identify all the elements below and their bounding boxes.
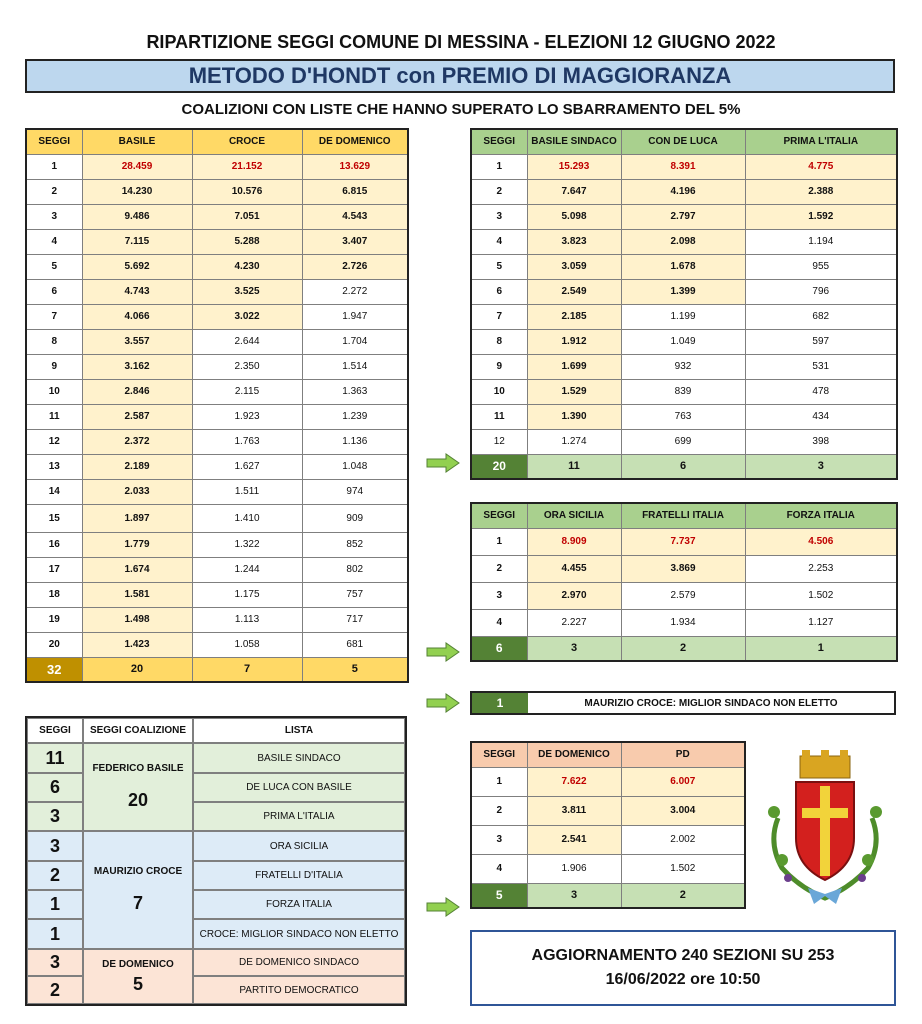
- column-header: SEGGI: [471, 503, 527, 528]
- seat-number: 12: [471, 429, 527, 454]
- quotient-cell: 1.763: [192, 429, 302, 454]
- table-row: [26, 354, 408, 379]
- quotient-cell: 2.549: [527, 279, 621, 304]
- quotient-cell: 4.543: [302, 204, 408, 229]
- seat-number: 16: [26, 532, 82, 557]
- croce-lists-table: [470, 502, 898, 662]
- list-seats-total: 3: [527, 636, 621, 661]
- seat-number: 3: [471, 582, 527, 609]
- total-seats: 6: [471, 636, 527, 661]
- quotient-cell: 5.692: [82, 254, 192, 279]
- update-box: [470, 930, 896, 1006]
- coalition-seats: 20: [127, 790, 149, 810]
- quotient-cell: 1.058: [192, 632, 302, 657]
- quotient-cell: 1.194: [745, 229, 897, 254]
- seat-number: 11: [26, 404, 82, 429]
- seat-number: 10: [471, 379, 527, 404]
- list-seats: 1: [27, 919, 83, 949]
- quotient-cell: 1.511: [192, 479, 302, 504]
- table-row: [471, 555, 897, 582]
- coalition-seats: 5: [132, 973, 143, 994]
- seat-number: 4: [471, 854, 527, 883]
- quotient-cell: 974: [302, 479, 408, 504]
- quotient-cell: 1.049: [621, 329, 745, 354]
- quotient-cell: 1.779: [82, 532, 192, 557]
- list-seats: 2: [27, 976, 83, 1004]
- table-row: [26, 204, 408, 229]
- quotient-cell: 1.502: [745, 582, 897, 609]
- quotient-cell: 1.674: [82, 557, 192, 582]
- column-header: SEGGI: [471, 129, 527, 154]
- table-row: [26, 582, 408, 607]
- table-row: [471, 329, 897, 354]
- messina-coat-of-arms-icon: [760, 748, 890, 908]
- column-header: ORA SICILIA: [527, 503, 621, 528]
- list-seats: 1: [27, 890, 83, 919]
- quotient-cell: 5.288: [192, 229, 302, 254]
- quotient-cell: 1.390: [527, 404, 621, 429]
- quotient-cell: 852: [302, 532, 408, 557]
- quotient-cell: 28.459: [82, 154, 192, 179]
- seat-number: 15: [26, 504, 82, 532]
- summary-header-coalition: SEGGI COALIZIONE: [83, 718, 193, 743]
- column-header: FORZA ITALIA: [745, 503, 897, 528]
- quotient-cell: 2.644: [192, 329, 302, 354]
- seat-summary-table: [25, 716, 407, 1006]
- quotient-cell: 7.737: [621, 528, 745, 555]
- seat-number: 2: [471, 179, 527, 204]
- quotient-cell: 597: [745, 329, 897, 354]
- quotient-cell: 3.823: [527, 229, 621, 254]
- coalition-seats-total: 7: [192, 657, 302, 682]
- update-line-2: 16/06/2022 ore 10:50: [605, 971, 761, 988]
- page-title: RIPARTIZIONE SEGGI COMUNE DI MESSINA - ELEZIONI 12 GIUGNO 2022: [146, 32, 776, 52]
- table-row: [26, 532, 408, 557]
- quotient-cell: 4.743: [82, 279, 192, 304]
- quotient-cell: 802: [302, 557, 408, 582]
- seat-number: 7: [471, 304, 527, 329]
- quotient-cell: 2.002: [621, 825, 745, 854]
- column-header: BASILE SINDACO: [527, 129, 621, 154]
- quotient-cell: 1.699: [527, 354, 621, 379]
- seat-number: 2: [471, 555, 527, 582]
- quotient-cell: 3.811: [527, 796, 621, 825]
- seat-number: 6: [471, 279, 527, 304]
- quotient-cell: 4.775: [745, 154, 897, 179]
- seat-number: 1: [471, 154, 527, 179]
- list-name: ORA SICILIA: [193, 831, 405, 861]
- table-header-row: [471, 503, 897, 528]
- quotient-cell: 2.227: [527, 609, 621, 636]
- table-row: [26, 429, 408, 454]
- arrow-right-icon: [426, 642, 460, 662]
- table-row: [471, 404, 897, 429]
- quotient-cell: 1.514: [302, 354, 408, 379]
- table-header-row: [26, 129, 408, 154]
- list-name: FORZA ITALIA: [193, 890, 405, 919]
- table-row: [471, 179, 897, 204]
- quotient-cell: 839: [621, 379, 745, 404]
- quotient-cell: 2.372: [82, 429, 192, 454]
- quotient-cell: 1.127: [745, 609, 897, 636]
- table-row: [26, 154, 408, 179]
- seat-number: 8: [471, 329, 527, 354]
- table-row: [471, 825, 745, 854]
- table-row: [471, 528, 897, 555]
- quotient-cell: 1.136: [302, 429, 408, 454]
- table-row: [471, 229, 897, 254]
- quotient-cell: 2.846: [82, 379, 192, 404]
- seat-number: 5: [26, 254, 82, 279]
- coalition-name: DE DOMENICO: [102, 958, 174, 970]
- quotient-cell: 1.704: [302, 329, 408, 354]
- list-name: PRIMA L'ITALIA: [193, 802, 405, 831]
- table-row: [26, 454, 408, 479]
- quotient-cell: 2.033: [82, 479, 192, 504]
- quotient-cell: 1.363: [302, 379, 408, 404]
- update-line-1: AGGIORNAMENTO 240 SEZIONI SU 253: [531, 947, 835, 964]
- quotient-cell: 2.098: [621, 229, 745, 254]
- quotient-cell: 2.579: [621, 582, 745, 609]
- seat-number: 4: [471, 609, 527, 636]
- total-row: [471, 636, 897, 661]
- seat-number: 9: [26, 354, 82, 379]
- seat-number: 3: [471, 825, 527, 854]
- quotient-cell: 6.815: [302, 179, 408, 204]
- table-row: [471, 767, 745, 796]
- quotient-cell: 1.410: [192, 504, 302, 532]
- quotient-cell: 4.196: [621, 179, 745, 204]
- seat-number: 5: [471, 254, 527, 279]
- seat-number: 18: [26, 582, 82, 607]
- quotient-cell: 3.407: [302, 229, 408, 254]
- table-row: [471, 279, 897, 304]
- arrow-right-icon: [426, 693, 460, 713]
- coalition-name: MAURIZIO CROCE: [93, 866, 183, 877]
- quotient-cell: 7.647: [527, 179, 621, 204]
- table-row: [26, 254, 408, 279]
- quotient-cell: 1.048: [302, 454, 408, 479]
- quotient-cell: 10.576: [192, 179, 302, 204]
- quotient-cell: 3.557: [82, 329, 192, 354]
- list-seats: 11: [27, 743, 83, 773]
- arrow-right-icon: [426, 897, 460, 917]
- quotient-cell: 1.947: [302, 304, 408, 329]
- table-row: [26, 279, 408, 304]
- summary-header-seats: SEGGI: [27, 718, 83, 743]
- quotient-cell: 5.098: [527, 204, 621, 229]
- table-row: [26, 607, 408, 632]
- quotient-cell: 2.350: [192, 354, 302, 379]
- quotient-cell: 1.113: [192, 607, 302, 632]
- table-row: [471, 379, 897, 404]
- total-row: [471, 883, 745, 908]
- quotient-cell: 4.506: [745, 528, 897, 555]
- quotient-cell: 1.244: [192, 557, 302, 582]
- seat-number: 11: [471, 404, 527, 429]
- quotient-cell: 955: [745, 254, 897, 279]
- quotient-cell: 1.529: [527, 379, 621, 404]
- column-header: DE DOMENICO: [527, 742, 621, 767]
- quotient-cell: 2.253: [745, 555, 897, 582]
- best-loser-seats: 1: [472, 693, 528, 713]
- coalition-cell: [83, 949, 193, 1004]
- list-seats-total: 1: [745, 636, 897, 661]
- coalition-cell: [83, 743, 193, 831]
- list-seats: 6: [27, 773, 83, 802]
- quotient-cell: 1.581: [82, 582, 192, 607]
- seat-number: 10: [26, 379, 82, 404]
- table-row: [26, 229, 408, 254]
- quotient-cell: 2.388: [745, 179, 897, 204]
- quotient-cell: 3.059: [527, 254, 621, 279]
- list-name: DE DOMENICO SINDACO: [193, 949, 405, 976]
- seat-number: 2: [471, 796, 527, 825]
- quotient-cell: 909: [302, 504, 408, 532]
- quotient-cell: 2.185: [527, 304, 621, 329]
- list-name: CROCE: MIGLIOR SINDACO NON ELETTO: [193, 919, 405, 949]
- list-name: BASILE SINDACO: [193, 743, 405, 773]
- quotient-cell: 1.923: [192, 404, 302, 429]
- seat-number: 13: [26, 454, 82, 479]
- quotient-cell: 763: [621, 404, 745, 429]
- column-header: CON DE LUCA: [621, 129, 745, 154]
- coalition-seats-total: 20: [82, 657, 192, 682]
- total-seats: 32: [26, 657, 82, 682]
- table-row: [471, 304, 897, 329]
- list-seats-total: 11: [527, 454, 621, 479]
- list-seats-total: 3: [745, 454, 897, 479]
- column-header: PRIMA L'ITALIA: [745, 129, 897, 154]
- quotient-cell: 1.897: [82, 504, 192, 532]
- seat-number: 2: [26, 179, 82, 204]
- table-row: [471, 609, 897, 636]
- quotient-cell: 434: [745, 404, 897, 429]
- list-name: PARTITO DEMOCRATICO: [193, 976, 405, 1004]
- table-row: [26, 504, 408, 532]
- quotient-cell: 531: [745, 354, 897, 379]
- table-row: [471, 854, 745, 883]
- column-header: PD: [621, 742, 745, 767]
- table-row: [471, 354, 897, 379]
- table-row: [471, 204, 897, 229]
- list-seats: 3: [27, 802, 83, 831]
- table-row: [471, 582, 897, 609]
- seat-number: 1: [26, 154, 82, 179]
- list-seats-total: 3: [527, 883, 621, 908]
- quotient-cell: 2.970: [527, 582, 621, 609]
- seat-number: 8: [26, 329, 82, 354]
- quotient-cell: 1.175: [192, 582, 302, 607]
- quotient-cell: 4.455: [527, 555, 621, 582]
- quotient-cell: 1.912: [527, 329, 621, 354]
- table-row: [471, 254, 897, 279]
- quotient-cell: 14.230: [82, 179, 192, 204]
- list-name: FRATELLI D'ITALIA: [193, 861, 405, 890]
- basile-lists-table: [470, 128, 898, 480]
- quotient-cell: 796: [745, 279, 897, 304]
- table-row: [471, 154, 897, 179]
- quotient-cell: 1.592: [745, 204, 897, 229]
- column-header: FRATELLI ITALIA: [621, 503, 745, 528]
- quotient-cell: 1.199: [621, 304, 745, 329]
- quotient-cell: 9.486: [82, 204, 192, 229]
- column-header: BASILE: [82, 129, 192, 154]
- total-row: [471, 454, 897, 479]
- table-row: [471, 429, 897, 454]
- quotient-cell: 932: [621, 354, 745, 379]
- list-seats-total: 6: [621, 454, 745, 479]
- table-row: [26, 404, 408, 429]
- table-row: [26, 557, 408, 582]
- list-seats-total: 2: [621, 883, 745, 908]
- table-row: [471, 796, 745, 825]
- quotient-cell: 3.525: [192, 279, 302, 304]
- seat-number: 1: [471, 528, 527, 555]
- seat-number: 14: [26, 479, 82, 504]
- best-loser-text: MAURIZIO CROCE: MIGLIOR SINDACO NON ELETTO: [584, 697, 838, 709]
- best-loser-row: [470, 691, 896, 715]
- seat-number: 6: [26, 279, 82, 304]
- quotient-cell: 6.007: [621, 767, 745, 796]
- table-header-row: [471, 742, 745, 767]
- coalition-cell: [83, 831, 193, 949]
- quotient-cell: 2.726: [302, 254, 408, 279]
- seat-number: 17: [26, 557, 82, 582]
- column-header: CROCE: [192, 129, 302, 154]
- seat-number: 19: [26, 607, 82, 632]
- seat-number: 7: [26, 304, 82, 329]
- quotient-cell: 2.115: [192, 379, 302, 404]
- quotient-cell: 2.189: [82, 454, 192, 479]
- total-seats: 20: [471, 454, 527, 479]
- list-name: DE LUCA CON BASILE: [193, 773, 405, 802]
- seat-number: 12: [26, 429, 82, 454]
- seat-number: 4: [26, 229, 82, 254]
- seat-number: 4: [471, 229, 527, 254]
- coalition-seats: 7: [132, 893, 143, 913]
- quotient-cell: 15.293: [527, 154, 621, 179]
- table-row: [26, 179, 408, 204]
- table-row: [26, 479, 408, 504]
- coalition-name: FEDERICO BASILE: [92, 763, 184, 774]
- quotient-cell: 8.391: [621, 154, 745, 179]
- arrow-right-icon: [426, 453, 460, 473]
- quotient-cell: 1.906: [527, 854, 621, 883]
- quotient-cell: 682: [745, 304, 897, 329]
- column-header: SEGGI: [26, 129, 82, 154]
- quotient-cell: 2.587: [82, 404, 192, 429]
- quotient-cell: 7.115: [82, 229, 192, 254]
- quotient-cell: 1.678: [621, 254, 745, 279]
- page-subtitle: COALIZIONI CON LISTE CHE HANNO SUPERATO LO SBARRAMENTO DEL 5%: [181, 101, 741, 118]
- seat-number: 9: [471, 354, 527, 379]
- coalition-seats-total: 5: [302, 657, 408, 682]
- table-row: [26, 304, 408, 329]
- column-header: SEGGI: [471, 742, 527, 767]
- quotient-cell: 21.152: [192, 154, 302, 179]
- quotient-cell: 1.627: [192, 454, 302, 479]
- quotient-cell: 1.322: [192, 532, 302, 557]
- quotient-cell: 681: [302, 632, 408, 657]
- table-row: [26, 632, 408, 657]
- quotient-cell: 757: [302, 582, 408, 607]
- coalition-dhondt-table: [25, 128, 409, 683]
- quotient-cell: 4.230: [192, 254, 302, 279]
- seat-number: 3: [471, 204, 527, 229]
- table-row: [26, 379, 408, 404]
- method-banner: METODO D'HONDT con PREMIO DI MAGGIORANZA: [25, 59, 895, 93]
- quotient-cell: 2.272: [302, 279, 408, 304]
- list-seats: 3: [27, 831, 83, 861]
- quotient-cell: 717: [302, 607, 408, 632]
- quotient-cell: 699: [621, 429, 745, 454]
- quotient-cell: 8.909: [527, 528, 621, 555]
- seat-number: 3: [26, 204, 82, 229]
- summary-header-list: LISTA: [193, 718, 405, 743]
- seat-number: 20: [26, 632, 82, 657]
- quotient-cell: 2.797: [621, 204, 745, 229]
- list-seats: 3: [27, 949, 83, 976]
- quotient-cell: 7.622: [527, 767, 621, 796]
- quotient-cell: 478: [745, 379, 897, 404]
- quotient-cell: 1.498: [82, 607, 192, 632]
- quotient-cell: 1.239: [302, 404, 408, 429]
- total-row: [26, 657, 408, 682]
- quotient-cell: 13.629: [302, 154, 408, 179]
- quotient-cell: 4.066: [82, 304, 192, 329]
- quotient-cell: 3.162: [82, 354, 192, 379]
- quotient-cell: 1.274: [527, 429, 621, 454]
- quotient-cell: 1.934: [621, 609, 745, 636]
- quotient-cell: 3.022: [192, 304, 302, 329]
- quotient-cell: 398: [745, 429, 897, 454]
- total-seats: 5: [471, 883, 527, 908]
- list-seats: 2: [27, 861, 83, 890]
- quotient-cell: 1.399: [621, 279, 745, 304]
- column-header: DE DOMENICO: [302, 129, 408, 154]
- quotient-cell: 1.502: [621, 854, 745, 883]
- quotient-cell: 3.004: [621, 796, 745, 825]
- seat-number: 1: [471, 767, 527, 796]
- quotient-cell: 2.541: [527, 825, 621, 854]
- dedomenico-lists-table: [470, 741, 746, 909]
- table-row: [26, 329, 408, 354]
- list-seats-total: 2: [621, 636, 745, 661]
- quotient-cell: 3.869: [621, 555, 745, 582]
- quotient-cell: 7.051: [192, 204, 302, 229]
- table-header-row: [471, 129, 897, 154]
- quotient-cell: 1.423: [82, 632, 192, 657]
